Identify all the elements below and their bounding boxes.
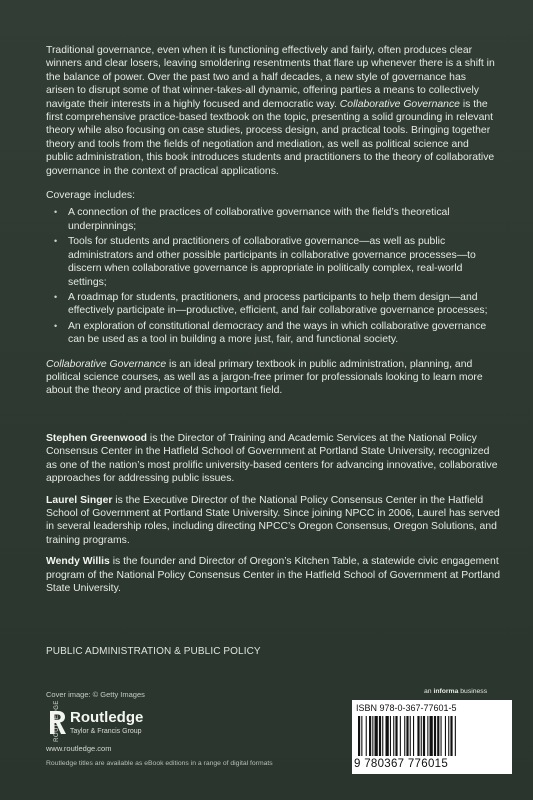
ebook-note: Routledge titles are available as eBook editions in a range of digital formats bbox=[46, 760, 273, 767]
informa-brand: informa bbox=[433, 688, 459, 695]
author-bio-text: is the founder and Director of Oregon’s Kitchen Table, a statewide civic engagement program of the National Policy Consensus Center in the Hatfield School of Government at Portland State University. bbox=[46, 556, 500, 595]
intro-text: Traditional governance, even when it is functioning effectively and fairly, often produces clear winners and clear losers, leaving smoldering resentments that flare up whenever there is a shift in the balance of power. Over the past two and a half decades, a new style of governance has arisen to disrupt some of that winner-takes-all dynamic, offering parties a means to collectively navigate their interests in a highly focused and democratic way. bbox=[46, 45, 495, 110]
author-bio bbox=[46, 494, 501, 548]
intro-text-continued: is the first comprehensive practice-based textbook on the topic, presenting a solid grounding in relevant theory while also focusing on case studies, process design, and practical tools. Bringing together theory and tools from the fields of negotiation and mediation, as well as political science and public administration, this book introduces students and practitioners to the theory of collaborative governance in the context of practical applications. bbox=[46, 98, 495, 177]
informa-tagline bbox=[424, 688, 487, 695]
informa-suffix: business bbox=[458, 688, 488, 695]
author-bios bbox=[46, 432, 501, 603]
author-name: Wendy Willis bbox=[46, 556, 110, 568]
author-name: Stephen Greenwood bbox=[46, 433, 148, 444]
intro-paragraph bbox=[46, 44, 496, 178]
subject-category: PUBLIC ADMINISTRATION & PUBLIC POLICY bbox=[46, 646, 261, 657]
closing-text: is an ideal primary textbook in public administration, planning, and political science courses, as well as a jargon-free primer for professionals looking to learn more about the theory and practice of this important field. bbox=[46, 358, 483, 397]
author-bio bbox=[46, 432, 501, 486]
barcode-digits: 9 780367 776015 bbox=[354, 758, 449, 770]
publisher-url[interactable]: www.routledge.com bbox=[46, 744, 112, 753]
informa-prefix: an bbox=[424, 688, 434, 695]
intro-book-title: Collaborative Governance bbox=[339, 98, 460, 110]
coverage-heading: Coverage includes: bbox=[46, 190, 135, 202]
author-bio-text: is the Director of Training and Academic Services at the National Policy Consensus Center in the Hatfield School of Government at Portland State University, recognized as one of the nation’s most prolific university-based centers for advancing innovative, collaborative approaches for addressing public issues. bbox=[46, 433, 498, 485]
cover-credit: Cover image: © Getty Images bbox=[46, 690, 145, 699]
routledge-r-icon bbox=[46, 708, 68, 736]
coverage-item: • A connection of the practices of collaborative governance with the field’s theoretical underpinnings; bbox=[68, 206, 496, 233]
author-bio-text: is the Executive Director of the National Policy Consensus Center in the Hatfield School of Government at Portland State University. Since joining NPCC in 2006, Laurel has served in several leadership roles, including directing NPCC’s Oregon Consensus, Oregon Solutions, and training programs. bbox=[46, 494, 500, 546]
coverage-item: • Tools for students and practitioners of collaborative governance—as well as public administrators and other possible participants in collaborative governance processes—to discern when collaborative governance is appropriate in politically complex, real-world settings; bbox=[68, 235, 496, 289]
publisher-logo bbox=[46, 706, 166, 740]
closing-book-title: Collaborative Governance bbox=[46, 358, 167, 370]
barcode-panel bbox=[352, 700, 512, 774]
closing-paragraph bbox=[46, 358, 496, 398]
author-bio bbox=[46, 555, 501, 595]
coverage-list bbox=[46, 206, 496, 346]
publisher-group: Taylor & Francis Group bbox=[70, 728, 142, 735]
isbn-label: ISBN 978-0-367-77601-5 bbox=[356, 703, 457, 713]
publisher-name: Routledge bbox=[70, 709, 144, 726]
description-block bbox=[46, 44, 496, 398]
barcode-icon bbox=[358, 716, 508, 756]
coverage-item: • An exploration of constitutional democracy and the ways in which collaborative governance can be used as a tool in building a more just, fair, and functional society. bbox=[68, 320, 496, 347]
author-name: Laurel Singer bbox=[46, 494, 113, 506]
coverage-item: • A roadmap for students, practitioners, and process participants to help them design—and effectively participate in—productive, efficient, and fair collaborative governance processes; bbox=[68, 291, 496, 318]
